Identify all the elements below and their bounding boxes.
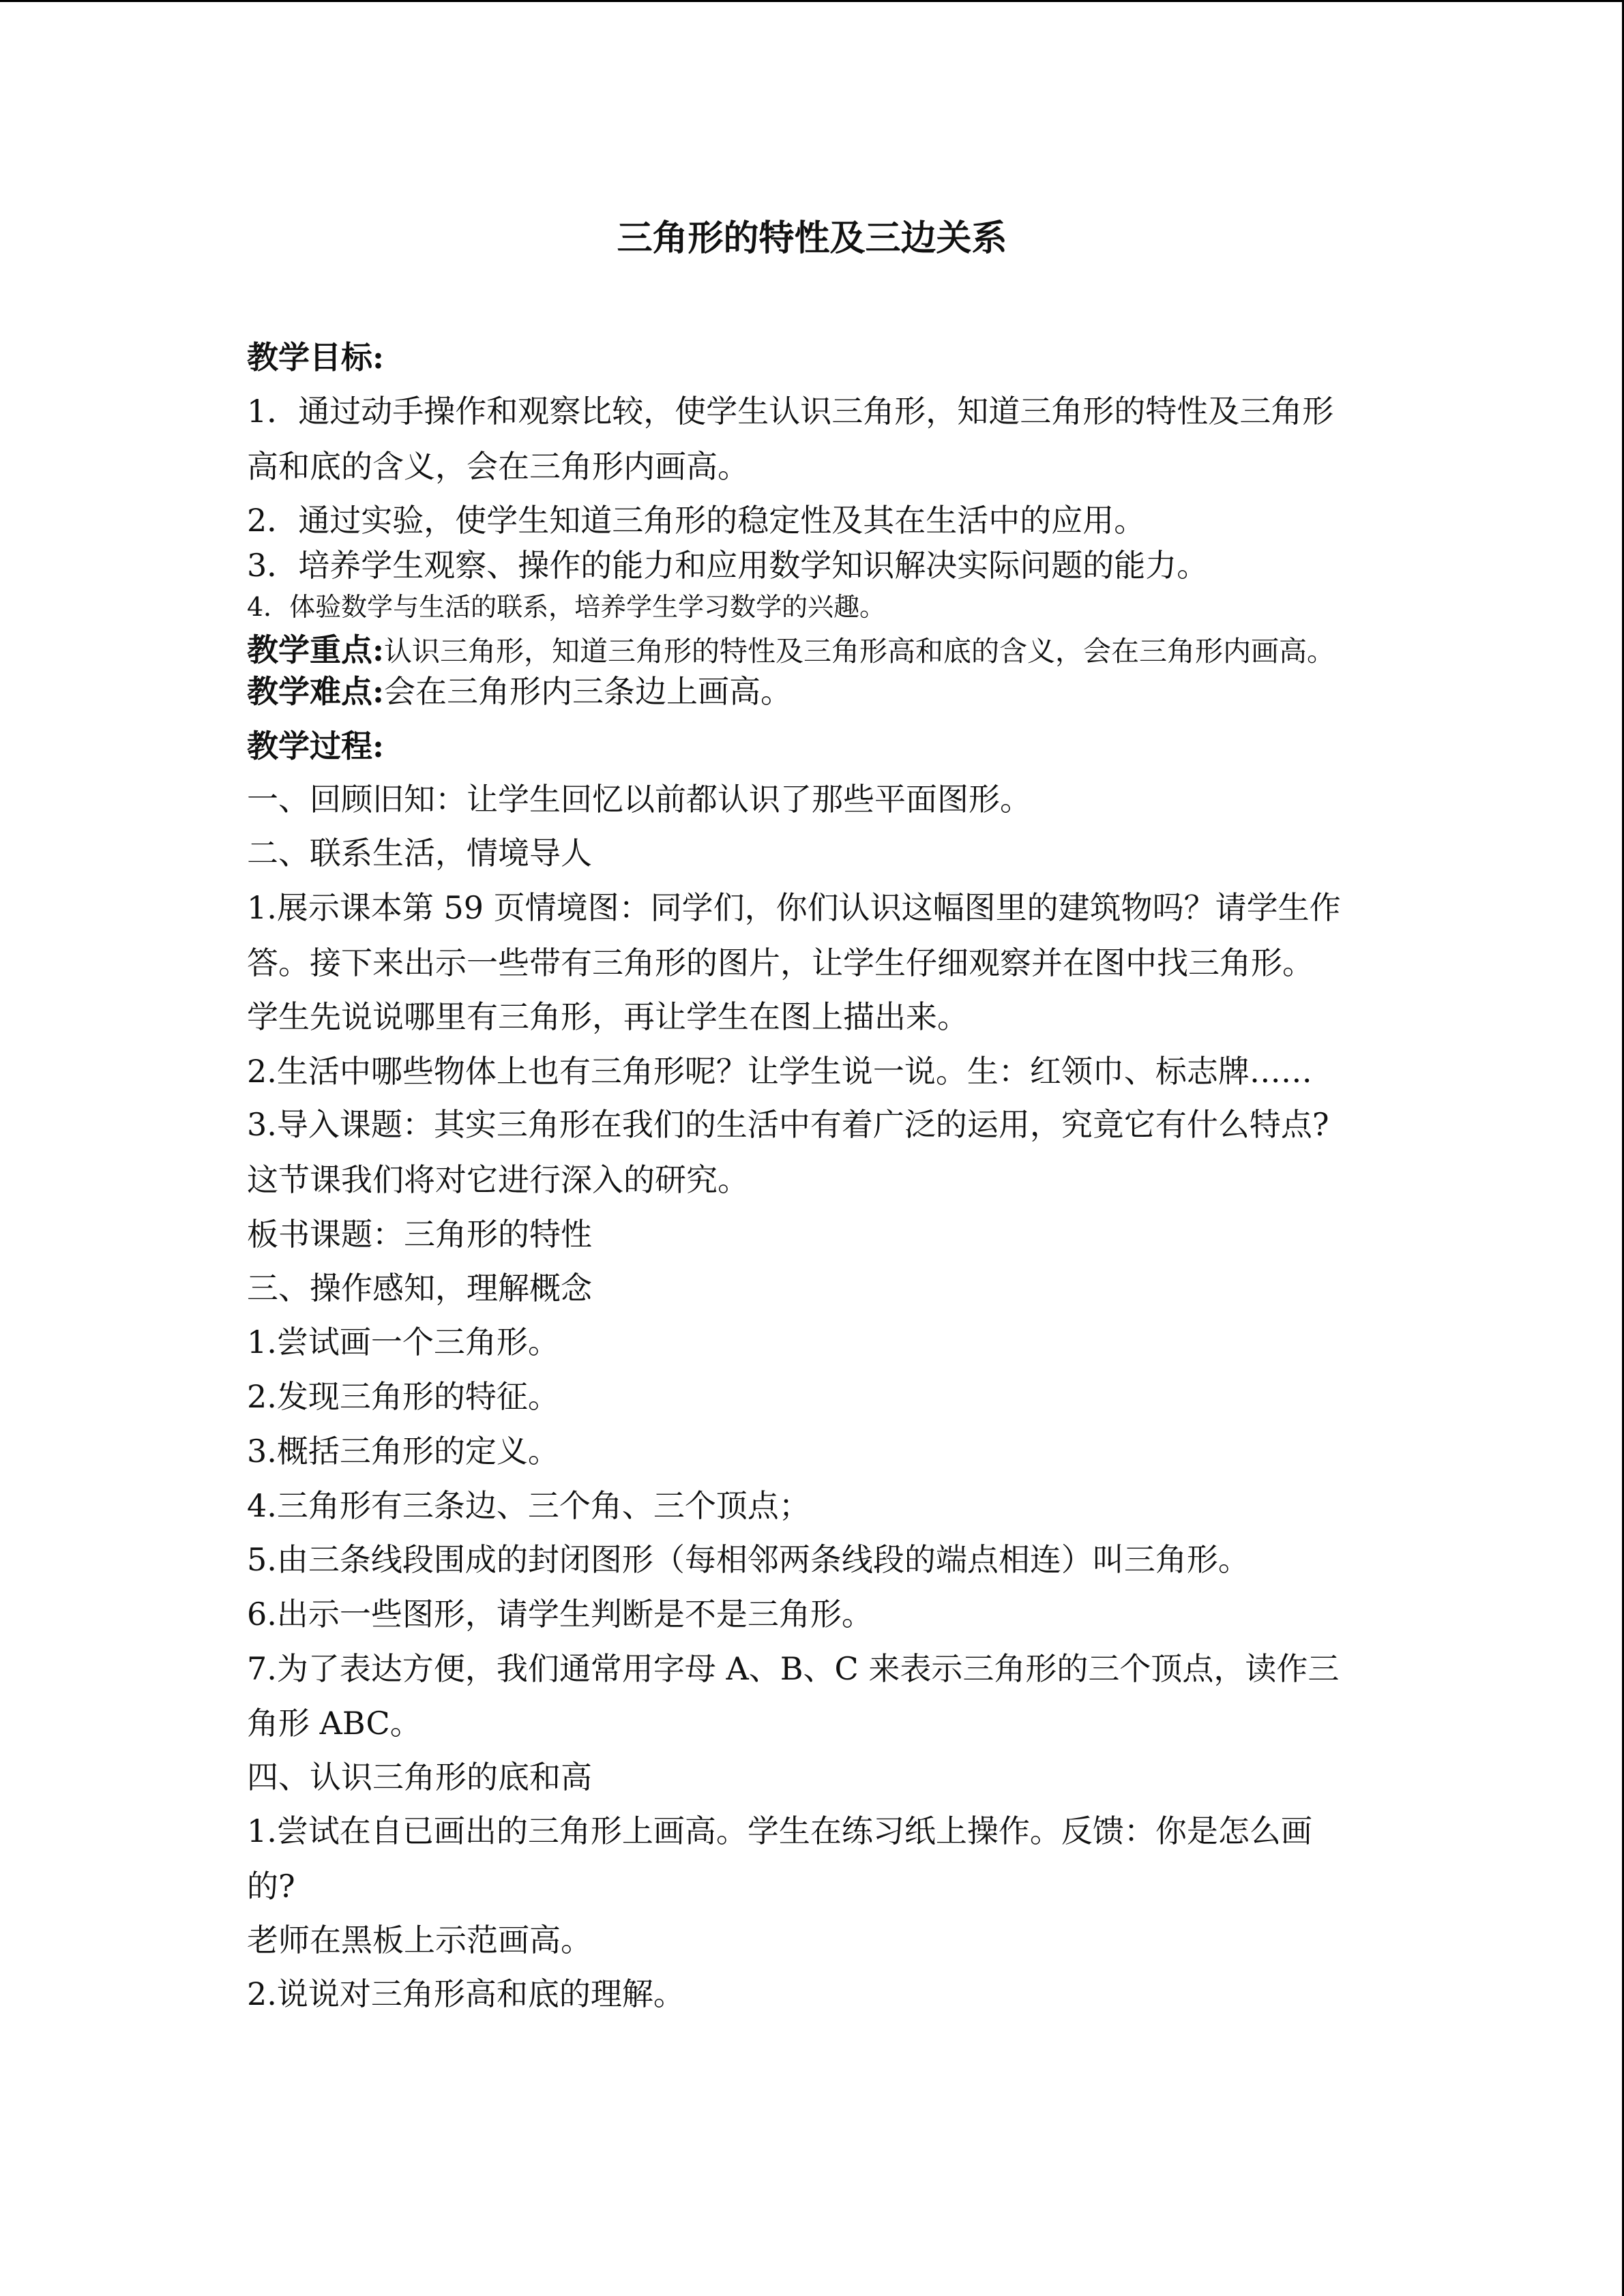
objective-item-2: 2．通过实验，使学生知道三角形的稳定性及其在生活中的应用。: [247, 502, 1146, 539]
objective-item-1-cont: 高和底的含义，会在三角形内画高。: [247, 448, 749, 485]
process-line: 角形 ABC。: [247, 1705, 422, 1742]
difficulty-label: 教学难点:: [247, 673, 384, 710]
process-line: 三、操作感知，理解概念: [247, 1270, 592, 1307]
process-line: 1.尝试画一个三角形。: [247, 1324, 559, 1360]
process-heading: 教学过程:: [247, 728, 384, 764]
objective-item-1: 1．通过动手操作和观察比较，使学生认识三角形，知道三角形的特性及三角形: [247, 393, 1334, 430]
key-point-label: 教学重点:: [247, 631, 384, 668]
process-line: 7.为了表达方便，我们通常用字母 A、B、C 来表示三角形的三个顶点，读作三: [247, 1650, 1340, 1687]
difficulty: [247, 671, 792, 712]
process-line: 1.尝试在自已画出的三角形上画高。学生在练习纸上操作。反馈：你是怎么画: [247, 1813, 1312, 1849]
process-line: 二、联系生活，情境导人: [247, 835, 592, 871]
process-line: 四、认识三角形的底和高: [247, 1759, 592, 1795]
document-title: 三角形的特性及三边关系: [617, 218, 1007, 259]
objectives-heading: 教学目标:: [247, 339, 384, 376]
process-line: 3.概括三角形的定义。: [247, 1433, 559, 1470]
process-line: 学生先说说哪里有三角形，再让学生在图上描出来。: [247, 998, 969, 1035]
process-line: 答。接下来出示一些带有三角形的图片，让学生仔细观察并在图中找三角形。: [247, 944, 1314, 981]
process-line: 4.三角形有三条边、三个角、三个顶点；: [247, 1487, 810, 1524]
process-line: 2.发现三角形的特征。: [247, 1378, 559, 1415]
key-point-text: 认识三角形，知道三角形的特性及三角形高和底的含义，会在三角形内画高。: [383, 635, 1335, 668]
process-line: 这节课我们将对它进行深入的研究。: [247, 1161, 749, 1198]
process-line: 6.出示一些图形，请学生判断是不是三角形。: [247, 1596, 873, 1632]
process-line: 1.展示课本第 59 页情境图：同学们，你们认识这幅图里的建筑物吗？请学生作: [247, 889, 1341, 926]
process-line: 老师在黑板上示范画高。: [247, 1922, 592, 1958]
process-line: 2.说说对三角形高和底的理解。: [247, 1976, 685, 2012]
process-line: 的?: [247, 1868, 295, 1905]
process-line: 板书课题：三角形的特性: [247, 1216, 592, 1253]
process-line: 3.导入课题：其实三角形在我们的生活中有着广泛的运用，究竟它有什么特点?: [247, 1106, 1329, 1143]
objective-item-3: 3．培养学生观察、操作的能力和应用数学知识解决实际问题的能力。: [247, 547, 1209, 584]
key-point: [247, 629, 1335, 672]
page-top-border: [0, 0, 1624, 2]
process-line: 5.由三条线段围成的封闭图形（每相邻两条线段的端点相连）叫三角形。: [247, 1541, 1250, 1578]
process-line: 一、回顾旧知：让学生回忆以前都认识了那些平面图形。: [247, 781, 1031, 818]
difficulty-text: 会在三角形内三条边上画高。: [383, 673, 792, 710]
process-line: 2.生活中哪些物体上也有三角形呢？让学生说一说。生：红领巾、标志牌……: [247, 1053, 1312, 1090]
objective-item-4: 4．体验数学与生活的联系，培养学生学习数学的兴趣。: [247, 592, 886, 622]
